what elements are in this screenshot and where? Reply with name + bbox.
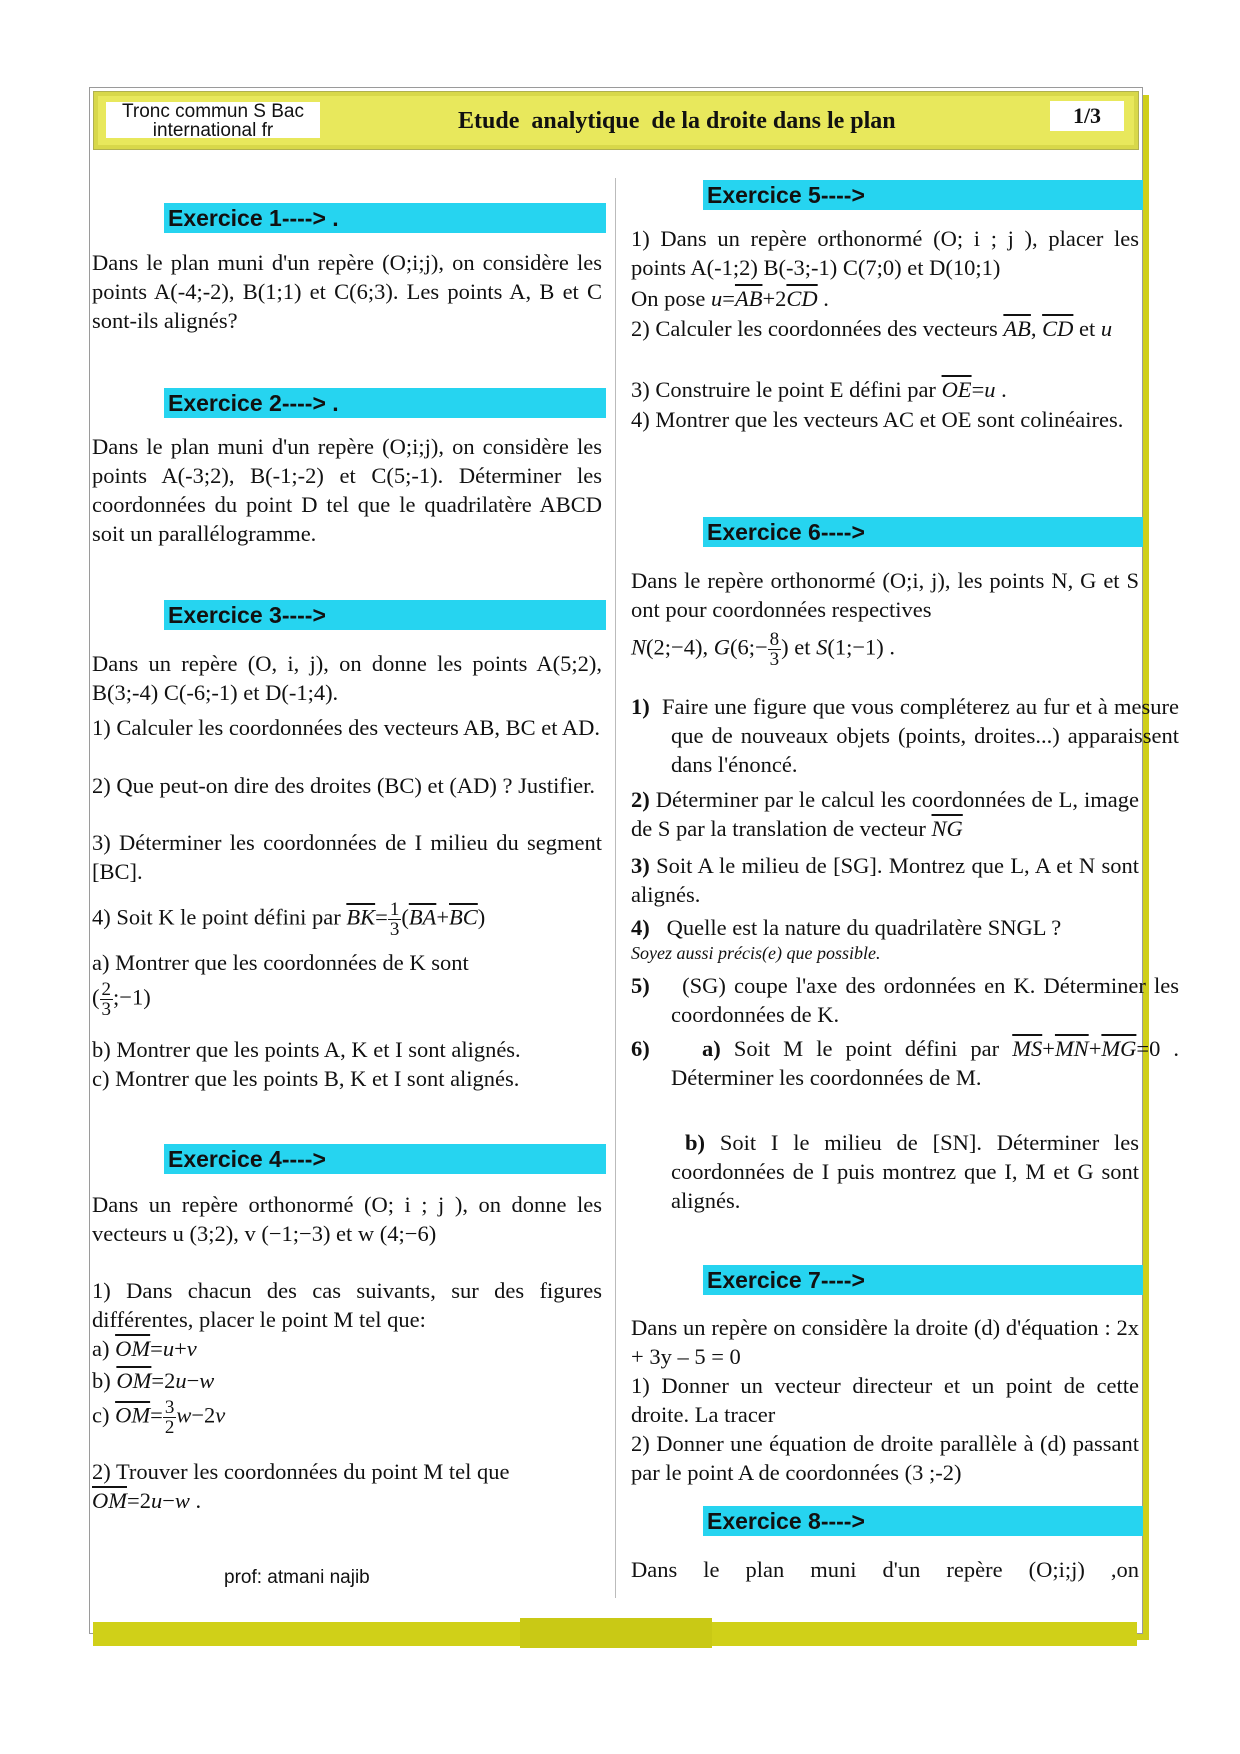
header-banner — [93, 91, 1139, 150]
fraction-one-third: $\frac{1}{3}$ — [389, 899, 400, 940]
course-label — [106, 101, 320, 141]
exercise-3-q2: 2) Que peut-on dire des droites (BC) et (AD) ? Justifier. — [92, 773, 595, 798]
exercise-6-q3: 3) Soit A le milieu de [SG]. Montrez que L, A et N sont alignés. — [631, 853, 1139, 907]
exercise-6-q4: 4) Quelle est la nature du quadrilatère SNGL ? — [631, 915, 1062, 940]
exercise-6-q1: 1) Faire une figure que vous compléterez au fur et à mesure que de nouveaux objets (points, droites...) apparaissent dans l'énoncé. — [631, 694, 1179, 777]
author-footer: prof: atmani najib — [224, 1567, 370, 1588]
exercise-6-heading: Exercice 6----> — [703, 517, 1143, 547]
course-label-line1: Tronc commun S Bac — [122, 101, 304, 122]
exercise-4-q1: 1) Dans chacun des cas suivants, sur des figures différentes, placer le point M tel que: — [92, 1278, 602, 1332]
page-number: 1/3 — [1050, 101, 1124, 131]
exercise-4-case-c: c) $\overline{OM}=$ $\frac{3}{2}$ w−2v — [92, 1397, 226, 1438]
exercise-6-q6a-end: Déterminer les coordonnées de M. — [671, 1065, 982, 1090]
exercise-7-heading: Exercice 7----> — [703, 1265, 1143, 1295]
exercise-8-text: Dans le plan muni d'un repère (O;i;j) ,on — [631, 1557, 1139, 1582]
column-divider — [615, 178, 616, 1598]
exercise-4-q2-formula: $\overline{OM}=2u-w$ . — [92, 1488, 202, 1513]
exercise-6-q2: 2) Déterminer par le calcul les coordonnées de L, image de S par la translation de vecteur $\overline{NG}$ — [631, 787, 1139, 841]
exercise-3-intro: Dans un repère (O, i, j), on donne les points A(5;2), B(3;-4) C(-6;-1) et D(-1;4). — [92, 651, 602, 705]
exercise-1-heading: Exercice 1----> . — [164, 203, 606, 233]
exercise-3-q4-text: 4) Soit K le point défini par — [92, 904, 341, 930]
exercise-7-q2: 2) Donner une équation de droite parallèle à (d) passant par le point A de coordonnées (3 ;-2) — [631, 1431, 1139, 1485]
course-label-line2: international fr — [152, 120, 274, 141]
exercise-6-q2-text: Déterminer par le calcul les coordonnées de L, image de S par la translation de vecteur — [631, 787, 1139, 841]
exercise-3-heading: Exercice 3----> — [164, 600, 606, 630]
exercise-6-q5-text: (SG) coupe l'axe des ordonnées en K. Déterminer les coordonnées de K. — [671, 973, 1180, 1027]
exercise-5-q3-text: 3) Construire le point E défini par — [631, 377, 936, 402]
exercise-6-q3-text: Soit A le milieu de [SG]. Montrez que L, A et N sont alignés. — [631, 853, 1139, 907]
header-inner — [98, 96, 1134, 145]
vector-bk: $\overline{BK}$ — [346, 904, 376, 930]
exercise-6-q1-text: Faire une figure que vous compléterez au fur et à mesure que de nouveaux objets (points, droites...) apparaissent dans l'énoncé. — [661, 694, 1179, 777]
exercise-4-case-a: a) $\overline{OM}=u+v$ — [92, 1336, 197, 1361]
exercise-5-q2: 2) Calculer les coordonnées des vecteurs $\overline{AB}$, $\overline{CD}$ et u — [631, 316, 1113, 341]
exercise-6-intro: Dans le repère orthonormé (O;i, j), les points N, G et S ont pour coordonnées respectives — [631, 568, 1139, 622]
exercise-5-pose-label: On pose — [631, 286, 706, 311]
exercise-6-q6a: 6) a) Soit M le point défini par $\overline{MS}+\overline{MN}+\overline{MG}=0$ . Déterminer les coordonnées de M. — [631, 1036, 1180, 1090]
exercise-3-q4c: c) Montrer que les points B, K et I sont alignés. — [92, 1066, 520, 1091]
exercise-2-heading: Exercice 2----> . — [164, 388, 606, 418]
exercise-5-pose: On pose $u=\overline{AB}+2\overline{CD}$ . — [631, 286, 829, 311]
exercise-6-coordinates: N(2;−4), G(6;− $\frac{8}{3}$ ) et S(1;−1) . — [631, 629, 896, 670]
exercise-6-q6b-text: Soit I le milieu de [SN]. Déterminer les coordonnées de I puis montrez que I, M et G sont alignés. — [671, 1130, 1139, 1213]
exercise-5-q2-text: 2) Calculer les coordonnées des vecteurs — [631, 316, 998, 341]
k-coordinates: ( $\frac{2}{3}$ ;−1) — [92, 979, 151, 1020]
exercise-4-q2: 2) Trouver les coordonnées du point M tel que — [92, 1459, 510, 1484]
exercise-6-q6a-text: Soit M le point défini par — [733, 1036, 1000, 1061]
page-title: Etude analytique de la droite dans le plan — [458, 108, 896, 134]
footer-bar-center — [520, 1618, 712, 1648]
exercise-4-intro: Dans un repère orthonormé (O; i ; j ), on donne les vecteurs u (3;2), v (−1;−3) et w (4;−6) — [92, 1192, 602, 1246]
exercise-4-heading: Exercice 4----> — [164, 1144, 606, 1174]
exercise-7-intro: Dans un repère on considère la droite (d) d'équation : 2x + 3y – 5 = 0 — [631, 1315, 1139, 1369]
exercise-3-q1: 1) Calculer les coordonnées des vecteurs AB, BC et AD. — [92, 715, 601, 740]
exercise-4-case-b: b) $\overline{OM}=2u-w$ — [92, 1368, 215, 1393]
exercise-6-q4-note: Soyez aussi précis(e) que possible. — [631, 943, 881, 963]
exercise-5-q3: 3) Construire le point E défini par $\overline{OE}=u$ . — [631, 377, 1007, 402]
exercise-5-q4: 4) Montrer que les vecteurs AC et OE sont colinéaires. — [631, 407, 1124, 432]
exercise-2-text: Dans le plan muni d'un repère (O;i;j), on considère les points A(-3;2), B(-1;-2) et C(5;-1). Déterminer les coordonnées du point D tel que le quadrilatère ABCD soit un parallélogramme. — [92, 434, 602, 546]
exercise-3-q4: 4) Soit K le point défini par $\overline{BK}=$ $\frac{1}{3}$ $(\overline{BA}+\overline{BC})$ — [92, 899, 486, 940]
exercise-8-heading: Exercice 8----> — [703, 1506, 1143, 1536]
exercise-3-q4b: b) Montrer que les points A, K et I sont alignés. — [92, 1037, 521, 1062]
exercise-5-q1: 1) Dans un repère orthonormé (O; i ; j ), placer les points A(-1;2) B(-3;-1) C(7;0) et D(10;1) — [631, 226, 1139, 280]
exercise-7-q1: 1) Donner un vecteur directeur et un point de cette droite. La tracer — [631, 1373, 1139, 1427]
exercise-3-q4a: a) Montrer que les coordonnées de K sont — [92, 950, 469, 975]
exercise-3-q3: 3) Déterminer les coordonnées de I milieu du segment [BC]. — [92, 830, 602, 884]
exercise-5-heading: Exercice 5----> — [703, 180, 1143, 210]
exercise-6-q5: 5) (SG) coupe l'axe des ordonnées en K. Déterminer les coordonnées de K. — [631, 973, 1180, 1027]
exercise-1-text: Dans le plan muni d'un repère (O;i;j), on considère les points A(-4;-2), B(1;1) et C(6;3). Les points A, B et C sont-ils alignés? — [92, 250, 602, 333]
exercise-6-q4-text: Quelle est la nature du quadrilatère SNGL ? — [666, 915, 1062, 940]
exercise-6-q6b: b) Soit I le milieu de [SN]. Déterminer les coordonnées de I puis montrez que I, M et G sont alignés. — [671, 1130, 1139, 1213]
